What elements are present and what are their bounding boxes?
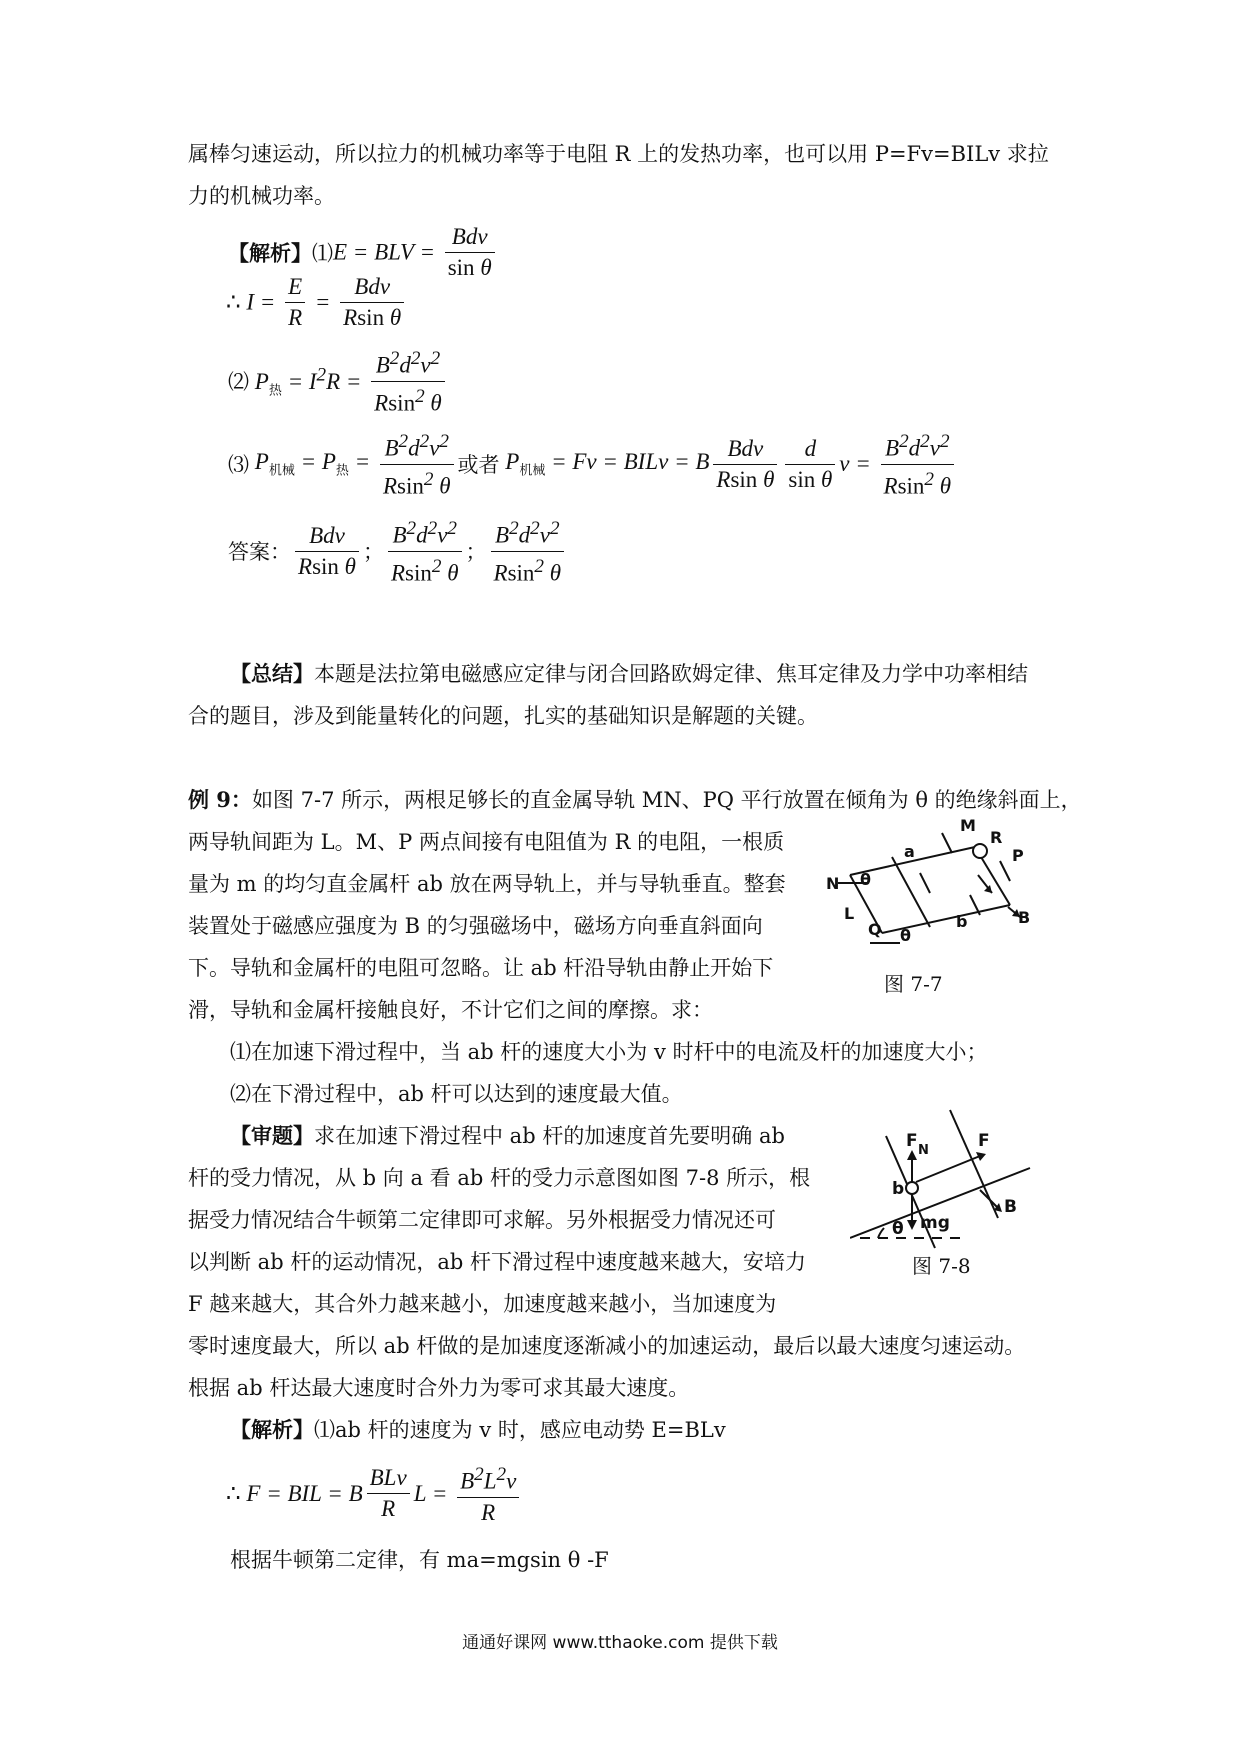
force-equation: ∴ F = BIL = B $\frac{\text{BLv}}{R}$ L = $\frac{B^2L^2v}{R}$ bbox=[226, 1460, 523, 1528]
label-p: P bbox=[1012, 846, 1024, 865]
label-fn-subscript: N bbox=[918, 1143, 929, 1158]
label-n: N bbox=[826, 874, 840, 893]
label-f: F bbox=[978, 1131, 990, 1151]
figure-7-7-caption: 图 7-7 bbox=[884, 972, 943, 996]
label-q: Q bbox=[868, 920, 882, 939]
figure-7-8-caption: 图 7-8 bbox=[912, 1254, 971, 1278]
review-line-4: 以判断 ab 杆的运动情况，ab 杆下滑过程中速度越来越大，安培力 bbox=[188, 1250, 806, 1274]
example-label: 例 9： bbox=[188, 787, 252, 812]
intro-line-2: 力的机械功率。 bbox=[188, 184, 335, 208]
review-line-7: 根据 ab 杆达最大速度时合外力为零可求其最大速度。 bbox=[188, 1376, 690, 1400]
step-3-marker: ⑶ bbox=[228, 453, 249, 478]
figure-7-8-diagram bbox=[850, 1108, 1050, 1263]
therefore-symbol: ∴ bbox=[226, 289, 241, 315]
answer-label: 答案： bbox=[228, 540, 291, 565]
example-9-line-5: 下。导轨和金属杆的电阻可忽略。让 ab 杆沿导轨由静止开始下 bbox=[188, 956, 774, 980]
solution-step-1: 【解析】⑴E = BLV = $\frac{\text{Bdv}}{\text{sin θ}}$ bbox=[228, 222, 499, 283]
step-1-marker: ⑴ bbox=[312, 241, 333, 266]
label-fn: F bbox=[906, 1131, 918, 1151]
question-1: ⑴在加速下滑过程中，当 ab 杆的速度大小为 v 时杆中的电流及杆的加速度大小； bbox=[230, 1040, 988, 1064]
newton-law-line: 根据牛顿第二定律，有 ma=mgsin θ -F bbox=[230, 1548, 609, 1572]
solution-2-line-1 bbox=[230, 1412, 1110, 1448]
or-text: 或者 bbox=[457, 453, 500, 478]
review-label: 【审题】 bbox=[230, 1123, 314, 1148]
label-b-field: B bbox=[1018, 908, 1031, 927]
summary-label: 【总结】 bbox=[230, 661, 314, 686]
example-text: 如图 7-7 所示，两根足够长的直金属导轨 MN、PQ 平行放置在倾角为 θ 的绝缘斜面上， bbox=[251, 788, 1082, 812]
question-2: ⑵在下滑过程中，ab 杆可以达到的速度最大值。 bbox=[230, 1082, 683, 1106]
label-b-field: B bbox=[1004, 1197, 1017, 1217]
current-equation: ∴ I = $\frac{E}{R}$ = $\frac{\text{Bdv}}{\text{Rsin θ}}$ bbox=[226, 272, 408, 333]
answer-separator: ； bbox=[465, 540, 487, 565]
label-b: b bbox=[892, 1179, 905, 1199]
example-9-line-4: 装置处于磁感应强度为 B 的匀强磁场中，磁场方向垂直斜面向 bbox=[188, 914, 763, 938]
therefore-symbol-2: ∴ bbox=[226, 1480, 241, 1506]
review-text: 求在加速下滑过程中 ab 杆的加速度首先要明确 ab bbox=[314, 1124, 785, 1148]
answer-row: 答案： $\frac{\text{Bdv}}{\text{Rsin θ}}$ ； $\frac{B^2d^2v^2}{Rsin^2 \theta}$ ； $\frac{B^2d^2v^2}{Rsin^2 \theta}$ bbox=[228, 514, 568, 588]
label-m: M bbox=[960, 816, 976, 835]
solution-2-text: ⑴ab 杆的速度为 v 时，感应电动势 E=BLv bbox=[314, 1418, 726, 1442]
solution-2-label: 【解析】 bbox=[230, 1417, 314, 1442]
summary-line-2: 合的题目，涉及到能量转化的问题，扎实的基础知识是解题的关键。 bbox=[188, 704, 818, 728]
solution-step-2: ⑵ $P_热 = I^2R$ = $\frac{B^2d^2v^2}{Rsin^2 \theta}$ bbox=[228, 344, 449, 418]
label-theta-2: θ bbox=[900, 926, 911, 945]
example-9-line-6: 滑，导轨和金属杆接触良好，不计它们之间的摩擦。求： bbox=[188, 998, 713, 1022]
solution-label: 【解析】 bbox=[228, 240, 312, 266]
label-a: a bbox=[904, 842, 915, 861]
review-line-6: 零时速度最大，所以 ab 杆做的是加速度逐渐减小的加速运动，最后以最大速度匀速运动。 bbox=[188, 1334, 1026, 1358]
example-9-line-1 bbox=[188, 782, 1088, 818]
label-l: L bbox=[844, 904, 855, 923]
solution-step-3: ⑶ $P_{机械} = P_热$ = $\frac{B^2d^2v^2}{Rsin^2 \theta}$ 或者 $P_{机械} = Fv$ = BILv = B $\frac{\text{Bdv}}{\text{Rsin θ}}$ $\frac{d}{\text{sin θ}}$ v = $\frac{B^2d^2v^2}{Rsin^2 \theta}$ bbox=[228, 427, 958, 501]
label-theta: θ bbox=[892, 1219, 904, 1239]
figure-7-7-diagram bbox=[820, 815, 1040, 985]
review-line-1 bbox=[230, 1118, 820, 1154]
review-line-3: 据受力情况结合牛顿第二定律即可求解。另外根据受力情况还可 bbox=[188, 1208, 776, 1232]
fraction-bdv-sin: $\frac{\text{Bdv}}{\text{sin θ}}$ bbox=[445, 222, 495, 283]
example-9-line-2: 两导轨间距为 L。M、P 两点间接有电阻值为 R 的电阻，一根质 bbox=[188, 830, 785, 854]
step-2-marker: ⑵ bbox=[228, 370, 249, 395]
example-9-line-3: 量为 m 的均匀直金属杆 ab 放在两导轨上，并与导轨垂直。整套 bbox=[188, 872, 786, 896]
answer-separator: ； bbox=[362, 540, 384, 565]
footer-text: 通通好课网 www.tthaoke.com 提供下载 bbox=[462, 1633, 778, 1653]
summary-text: 本题是法拉第电磁感应定律与闭合回路欧姆定律、焦耳定律及力学中功率相结 bbox=[314, 662, 1028, 686]
label-b: b bbox=[956, 912, 968, 931]
review-line-2: 杆的受力情况，从 b 向 a 看 ab 杆的受力示意图如图 7-8 所示，根 bbox=[188, 1166, 811, 1190]
label-r: R bbox=[990, 828, 1003, 847]
label-theta-1: θ bbox=[860, 870, 871, 889]
review-line-5: F 越来越大，其合外力越来越小，加速度越来越小，当加速度为 bbox=[188, 1292, 777, 1316]
label-mg: mg bbox=[920, 1213, 950, 1233]
intro-line-1: 属棒匀速运动，所以拉力的机械功率等于电阻 R 上的发热功率，也可以用 P=Fv=BILv 求拉 bbox=[188, 142, 1049, 166]
summary-line-1 bbox=[230, 656, 1070, 692]
